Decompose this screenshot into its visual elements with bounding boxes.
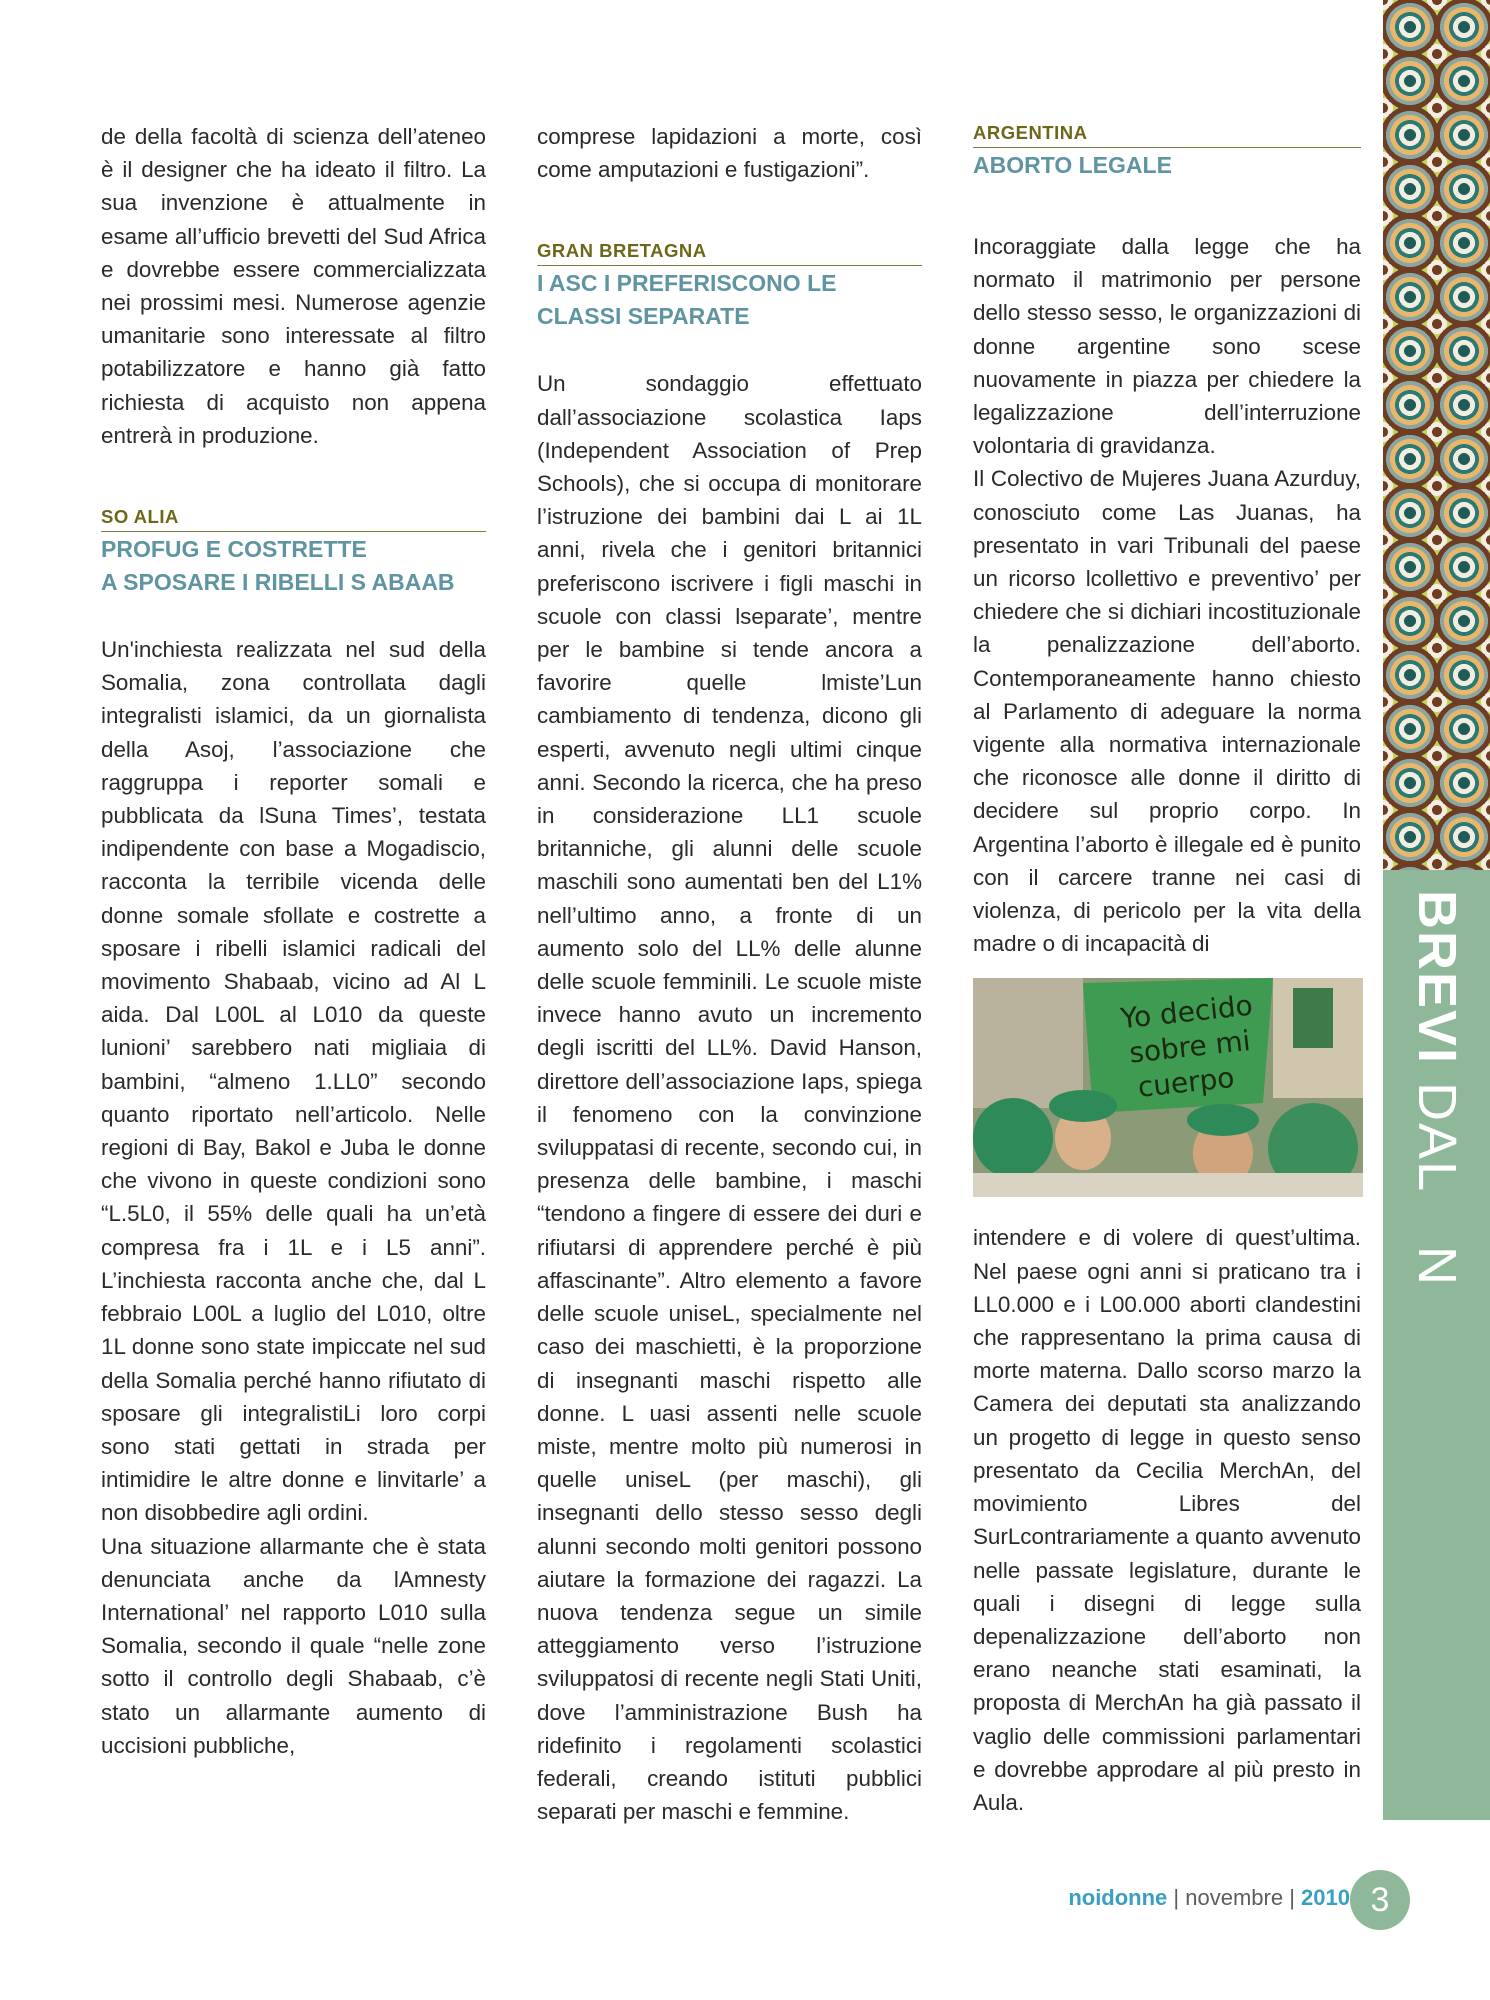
issue-year: 2010 bbox=[1301, 1885, 1350, 1910]
section-title-end: N bbox=[1407, 1246, 1467, 1288]
article-paragraph: Il Colectivo de Mujeres Juana Azurduy, conosciuto come Las Juanas, ha presentato in vari Tribunali del paese un ricorso lcollettivo e preventivo’ per chiedere che si dichiari incostituzionale la penalizzazione dell’aborto. Contemporaneamente hanno chiesto al Parlamento di adeguare la norma vigente alla normativa internazionale che riconosce alle donne il diritto di decidere sul proprio corpo. In Argentina l’aborto è illegale ed è punito con il carcere tranne nei casi di violenza, di pericolo per la vita della madre o di incapacità di bbox=[973, 466, 1361, 957]
article-paragraph: intendere e di volere di quest’ultima. Nel paese ogni anni si praticano tra i LL0.000 e i L00.000 aborti clandestini che rappresentano la prima causa di morte materna. Dallo scorso marzo la Camera dei deputati sta analizzando un progetto di legge in questo senso presentato da Cecilia MerchAn, del movimiento Libres del SurLcontrariamente a quanto avvenuto nelle passate legislature, durante le quali i disegni di legge sulla depenalizzazione dell’aborto non erano neanche stati esaminati, la proposta di MerchAn ha già passato il vaglio delle commissioni parlamentari e dovrebbe approdare al più presto in Aula. bbox=[973, 1225, 1361, 1815]
section-title bbox=[1405, 890, 1469, 1287]
sign-text: sobre mi bbox=[1127, 1024, 1252, 1071]
headline-gran-bretagna bbox=[537, 267, 922, 333]
protest-photo-illustration bbox=[973, 978, 1363, 1197]
headline-argentina bbox=[973, 149, 1361, 182]
headline-line: I ASC I PREFERISCONO LE bbox=[537, 270, 837, 297]
article-paragraph: Una situazione allarmante che è stata denunciata anche da lAmnesty International’ nel rapporto L010 sulla Somalia, secondo il quale “nelle zone sotto il controllo degli Shabaab, c’è stato un allarmante aumento di uccisioni pubbliche, bbox=[101, 1533, 486, 1758]
column-2 bbox=[537, 120, 922, 1828]
article-paragraph: Incoraggiate dalla legge che ha normato il matrimonio per persone dello stesso sesso, le organizzazioni di donne argentine sono scese nuovamente in piazza per chiedere la legalizzazione dell’interruzione volontaria di gravidanza. bbox=[973, 234, 1361, 459]
section-title-light: DAL bbox=[1407, 1082, 1467, 1194]
article-continued-text: comprese lapidazioni a morte, così come amputazioni e fustigazioni”. bbox=[537, 124, 922, 183]
issue-month: novembre bbox=[1185, 1885, 1284, 1910]
section-kicker-gran-bretagna: GRAN BRETAGNA bbox=[537, 238, 922, 266]
section-kicker-somalia: SO ALIA bbox=[101, 504, 486, 532]
column-1 bbox=[101, 120, 486, 1762]
column-3 bbox=[973, 120, 1361, 1819]
section-kicker-argentina: ARGENTINA bbox=[973, 120, 1361, 148]
footer-separator: | bbox=[1167, 1885, 1186, 1910]
page-footer bbox=[1000, 1885, 1350, 1911]
footer-separator: | bbox=[1283, 1885, 1302, 1910]
page-number: 3 bbox=[1350, 1870, 1410, 1930]
headline-line: PROFUG E COSTRETTE bbox=[101, 536, 367, 563]
section-title-bold: BREVI bbox=[1407, 890, 1467, 1066]
article-paragraph: Un'inchiesta realizzata nel sud della Somalia, zona controllata dagli integralisti islamici, da un giornalista della Asoj, l’associazione che raggruppa i reporter somali e pubblicata da lSuna Times’, testata indipendente con base a Mogadiscio, racconta la terribile vicenda delle donne somale sfollate e costrette a sposare i ribelli islamici radicali del movimento Shabaab, vicino ad Al L aida. Dal L00L al L010 da queste lunioni’ sarebbero nati migliaia di bambini, “almeno 1.LL0” secondo quanto riportato nell’articolo. Nelle regioni di Bay, Bakol e Juba le donne che vivono in queste condizioni sono “L.5L0, il 55% delle quali ha un’età compresa fra i 1L e i L5 anni”. L’inchiesta racconta anche che, dal L febbraio L00L a luglio del L010, oltre 1L donne sono state impiccate nel sud della Somalia perché hanno rifiutato di sposare gli integralistiLi loro corpi sono stati gettati in strada per intimidire le altre donne e linvitarle’ a non disobbedire agli ordini. bbox=[101, 637, 486, 1526]
headline-line: A SPOSARE I RIBELLI S ABAAB bbox=[101, 569, 455, 596]
sign-text: Yo decido bbox=[1118, 989, 1255, 1036]
headline-somalia bbox=[101, 533, 486, 599]
article-continued-text: de della facoltà di scienza dell’ateneo è il designer che ha ideato il filtro. La sua invenzione è attualmente in esame all’ufficio brevetti del Sud Africa e dovrebbe essere commercializzata nei prossimi mesi. Numerose agenzie umanitarie sono interessate al filtro potabilizzatore e hanno già fatto richiesta di acquisto non appena entrerà in produzione. bbox=[101, 124, 486, 448]
article-paragraph: Un sondaggio effettuato dall’associazione scolastica Iaps (Independent Association of Prep Schools), che si occupa di monitorare l’istruzione dei bambini dai L ai 1L anni, rivela che i genitori britannici preferiscono iscrivere i figli maschi in scuole con classi lseparate’, mentre per le bambine si tende ancora a favorire quelle lmiste’Lun cambiamento di tendenza, dicono gli esperti, avvenuto negli ultimi cinque anni. Secondo la ricerca, che ha preso in considerazione LL1 scuole britanniche, gli alunni delle scuole maschili sono aumentati ben del L1% nell’ultimo anno, a fronte di un aumento solo del LL% delle alunne delle scuole femminili. Le scuole miste invece hanno avuto un incremento degli iscritti del LL%. David Hanson, direttore dell’associazione Iaps, spiega il fenomeno con la convinzione sviluppatasi di recente, secondo cui, in presenza delle bambine, i maschi “tendono a fingere di essere dei duri e rifiutarsi di apprendere perché è più affascinante”. Altro elemento a favore delle scuole uniseL, specialmente nel caso dei maschietti, è la proporzione di insegnanti maschi rispetto alle donne. L uasi assenti nelle scuole miste, mentre molto più numerosi in quelle uniseL (per maschi), gli insegnanti dello stesso sesso degli alunni secondo molti genitori possono aiutare la formazione dei ragazzi. La nuova tendenza segue un simile atteggiamento verso l’istruzione sviluppatosi di recente negli Stati Uniti, dove l’amministrazione Bush ha ridefinito i regolamenti scolastici federali, creando istituti pubblici separati per maschi e femmine. bbox=[537, 371, 922, 1825]
sign-text: cuerpo bbox=[1136, 1061, 1236, 1105]
magazine-name: noidonne bbox=[1068, 1885, 1168, 1910]
headline-line: ABORTO LEGALE bbox=[973, 152, 1172, 178]
decorative-circle-pattern bbox=[1383, 0, 1490, 870]
protest-photo bbox=[973, 978, 1363, 1197]
headline-line: CLASSI SEPARATE bbox=[537, 303, 750, 330]
